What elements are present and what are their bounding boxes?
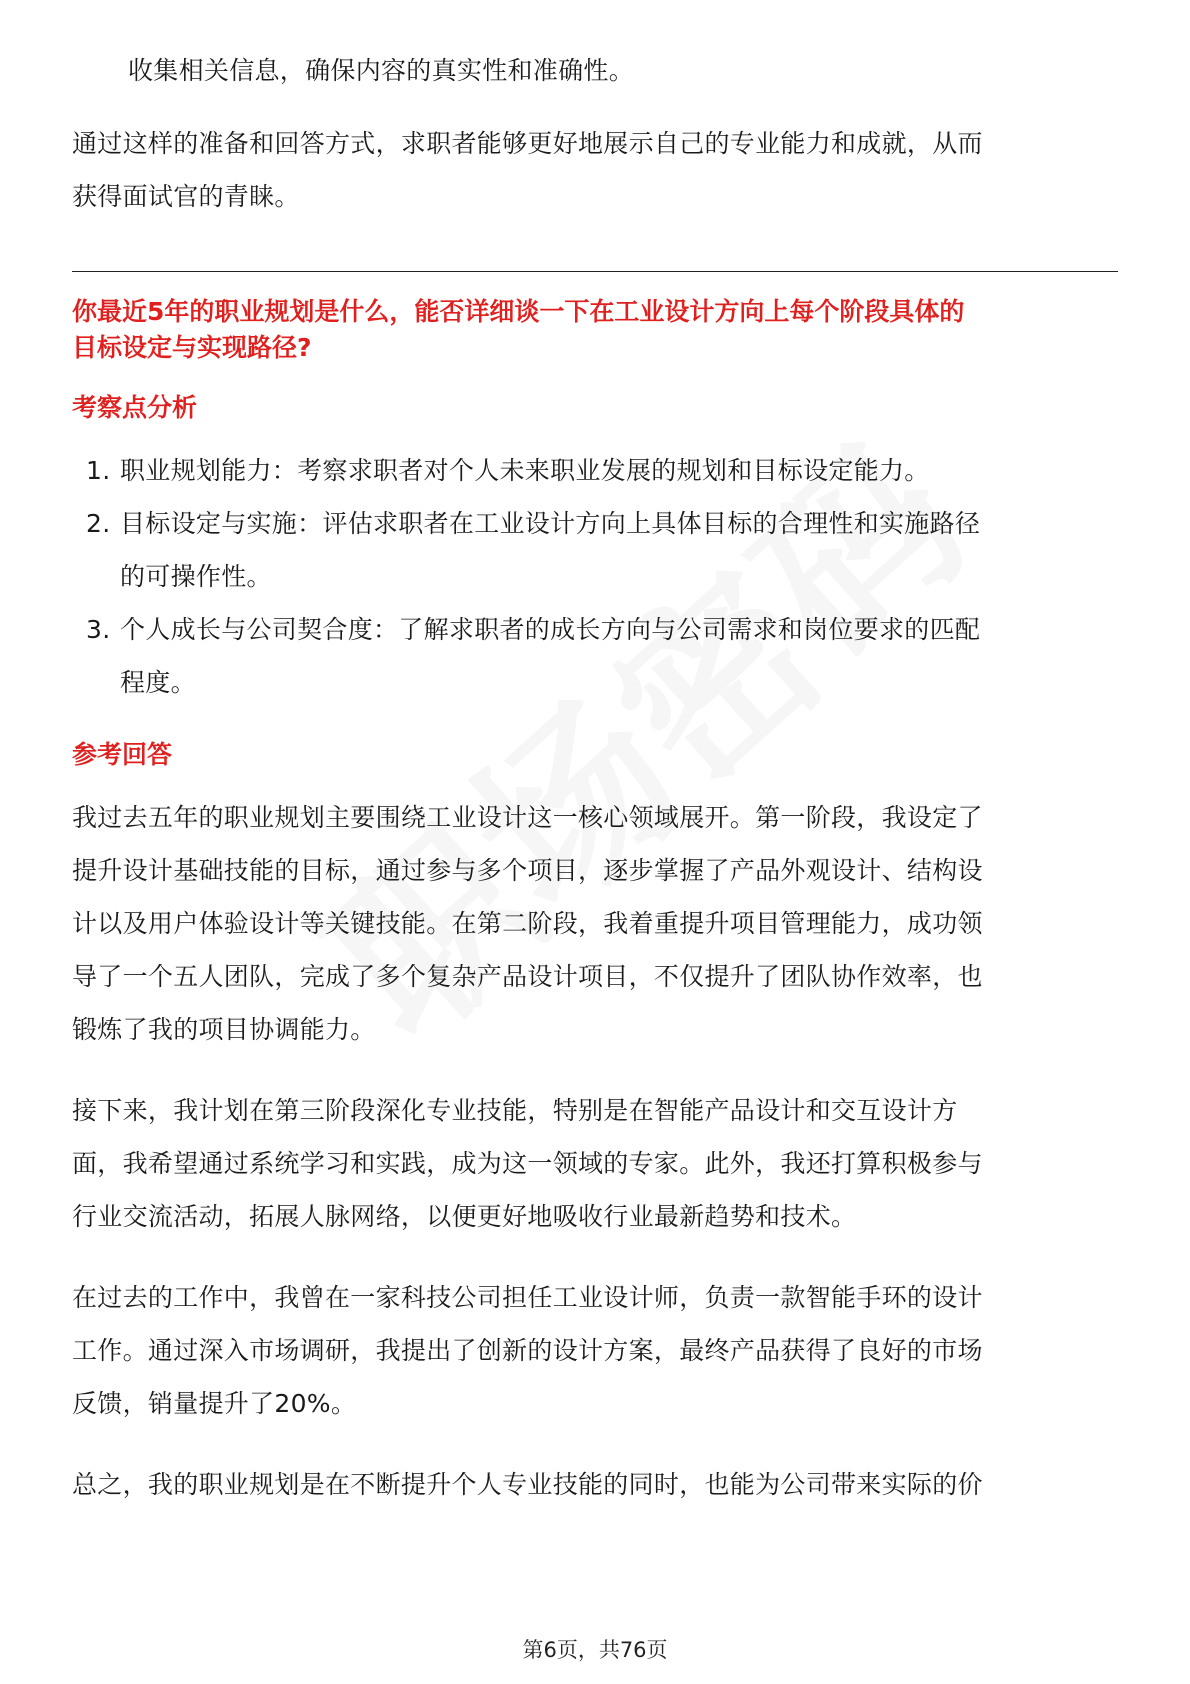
answer-line: 接下来，我计划在第三阶段深化专业技能，特别是在智能产品设计和交互设计方 (72, 1096, 958, 1125)
answer-line: 提升设计基础技能的目标，通过参与多个项目，逐步掌握了产品外观设计、结构设 (72, 856, 983, 885)
answer-paragraph-2 (72, 1084, 1118, 1243)
point-text-continued: 程度。 (120, 668, 196, 697)
question-line-2: 目标设定与实现路径? (72, 333, 312, 362)
point-text-continued: 的可操作性。 (120, 562, 272, 591)
analysis-point-3 (72, 603, 1118, 709)
point-number: 1. (86, 456, 111, 485)
intro-closing-line-1: 通过这样的准备和回答方式，求职者能够更好地展示自己的专业能力和成就，从而 (72, 129, 983, 158)
point-text: 个人成长与公司契合度：了解求职者的成长方向与公司需求和岗位要求的匹配 (120, 615, 981, 644)
intro-indented-line: 收集相关信息，确保内容的真实性和准确性。 (128, 56, 635, 85)
answer-line: 我过去五年的职业规划主要围绕工业设计这一核心领域展开。第一阶段，我设定了 (72, 803, 983, 832)
intro-indented-block (72, 44, 1118, 97)
answer-line: 导了一个五人团队，完成了多个复杂产品设计项目，不仅提升了团队协作效率，也 (72, 962, 983, 991)
point-text: 目标设定与实施：评估求职者在工业设计方向上具体目标的合理性和实施路径 (120, 509, 981, 538)
page-content (72, 44, 1118, 1511)
page-footer: 第6页，共76页 (522, 1638, 668, 1662)
analysis-heading: 考察点分析 (72, 393, 198, 422)
answer-line: 工作。通过深入市场调研，我提出了创新的设计方案，最终产品获得了良好的市场 (72, 1336, 983, 1365)
answer-line: 计以及用户体验设计等关键技能。在第二阶段，我着重提升项目管理能力，成功领 (72, 909, 983, 938)
answer-paragraph-3 (72, 1271, 1118, 1430)
answer-heading: 参考回答 (72, 740, 173, 769)
answer-paragraph-4 (72, 1458, 1118, 1511)
answer-paragraph-1 (72, 791, 1118, 1056)
analysis-point-1 (72, 444, 1118, 497)
answer-line: 反馈，销量提升了20%。 (72, 1389, 357, 1418)
answer-line: 在过去的工作中，我曾在一家科技公司担任工业设计师，负责一款智能手环的设计 (72, 1283, 983, 1312)
analysis-point-2 (72, 497, 1118, 603)
answer-line: 锻炼了我的项目协调能力。 (72, 1015, 376, 1044)
point-number: 2. (86, 509, 111, 538)
point-text: 职业规划能力：考察求职者对个人未来职业发展的规划和目标设定能力。 (120, 456, 930, 485)
section-divider (72, 271, 1118, 272)
question-line-1: 你最近5年的职业规划是什么，能否详细谈一下在工业设计方向上每个阶段具体的 (72, 297, 965, 326)
analysis-points-list (72, 444, 1118, 709)
intro-closing-line-2: 获得面试官的青睐。 (72, 182, 300, 211)
answer-line: 行业交流活动，拓展人脉网络，以便更好地吸收行业最新趋势和技术。 (72, 1202, 857, 1231)
answer-line: 面，我希望通过系统学习和实践，成为这一领域的专家。此外，我还打算积极参与 (72, 1149, 983, 1178)
answer-line: 总之，我的职业规划是在不断提升个人专业技能的同时，也能为公司带来实际的价 (72, 1470, 983, 1499)
point-number: 3. (86, 615, 111, 644)
